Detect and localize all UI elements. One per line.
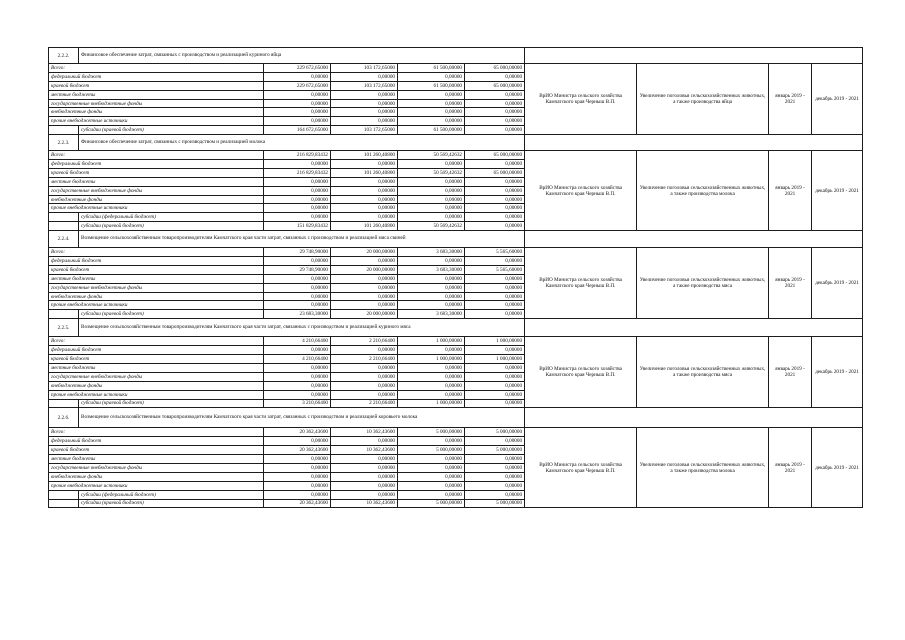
row-label: внебюджетные фонды (49, 195, 264, 204)
amount-cell: 101 260,40800 (331, 168, 398, 177)
row-label: краевой бюджет (49, 446, 264, 455)
budget-row (49, 151, 863, 160)
amount-cell: 0,00000 (264, 292, 331, 301)
amount-cell: 103 172,65000 (331, 126, 398, 135)
amount-cell: 0,00000 (398, 90, 465, 99)
amount-cell: 3 210,66400 (264, 399, 331, 408)
amount-cell: 229 672,65000 (264, 81, 331, 90)
amount-cell: 65 000,00000 (465, 81, 525, 90)
amount-cell: 0,00000 (264, 490, 331, 499)
row-label: субсидии (краевой бюджет) (79, 399, 264, 408)
amount-cell: 0,00000 (465, 117, 525, 126)
row-label: внебюджетные фонды (49, 472, 264, 481)
amount-cell: 0,00000 (465, 108, 525, 117)
row-label: субсидии (федеральный бюджет) (79, 213, 264, 222)
amount-cell: 5 000,00000 (398, 499, 465, 508)
amount-cell: 0,00000 (398, 463, 465, 472)
amount-cell: 20 362,43600 (264, 499, 331, 508)
amount-cell: 0,00000 (465, 455, 525, 464)
amount-cell: 0,00000 (331, 186, 398, 195)
amount-cell: 0,00000 (398, 381, 465, 390)
row-label: местные бюджеты (49, 455, 264, 464)
start-date-cell: январь 2019 - 2021 (769, 428, 812, 508)
indent-blank (49, 499, 79, 508)
amount-cell: 29 748,90000 (264, 248, 331, 257)
amount-cell: 103 172,65000 (331, 64, 398, 73)
amount-cell: 3 683,30000 (398, 248, 465, 257)
amount-cell: 0,00000 (331, 283, 398, 292)
section-title-blank (525, 48, 863, 64)
amount-cell: 0,00000 (331, 472, 398, 481)
amount-cell: 216 829,83432 (264, 151, 331, 160)
budget-row (49, 248, 863, 257)
amount-cell: 5 000,00000 (465, 446, 525, 455)
amount-cell: 0,00000 (331, 204, 398, 213)
row-label: федеральный бюджет (49, 346, 264, 355)
amount-cell: 0,00000 (465, 213, 525, 222)
amount-cell: 65 000,00000 (465, 151, 525, 160)
amount-cell: 0,00000 (398, 481, 465, 490)
end-date-cell: декабрь 2019 - 2021 (812, 151, 863, 231)
section-code: 2.2.6. (49, 408, 79, 428)
amount-cell: 1 000,00000 (465, 355, 525, 364)
amount-cell: 0,00000 (465, 160, 525, 169)
amount-cell: 0,00000 (331, 177, 398, 186)
result-cell: Увеличение поголовья сельскохозяйственных животных, а также производства молока (637, 428, 769, 508)
result-cell: Увеличение поголовья сельскохозяйственных животных, а также производства мяса (637, 337, 769, 408)
amount-cell: 0,00000 (465, 72, 525, 81)
amount-cell: 0,00000 (264, 437, 331, 446)
amount-cell: 0,00000 (398, 363, 465, 372)
section-title: Возмещение сельскохозяйственным товаропроизводителям Камчатского края части затрат, связанных с производством и реализацией коровьего молока (79, 408, 525, 428)
amount-cell: 0,00000 (264, 283, 331, 292)
section-title-row (49, 135, 863, 151)
amount-cell: 0,00000 (398, 204, 465, 213)
amount-cell: 0,00000 (465, 481, 525, 490)
amount-cell: 0,00000 (264, 390, 331, 399)
row-label: внебюджетные фонды (49, 292, 264, 301)
amount-cell: 20 000,00000 (331, 265, 398, 274)
amount-cell: 0,00000 (465, 463, 525, 472)
amount-cell: 0,00000 (465, 204, 525, 213)
row-label: субсидии (краевой бюджет) (79, 126, 264, 135)
amount-cell: 0,00000 (465, 292, 525, 301)
section-code: 2.2.5. (49, 319, 79, 337)
amount-cell: 5 000,00000 (398, 446, 465, 455)
amount-cell: 0,00000 (465, 363, 525, 372)
amount-cell: 0,00000 (264, 363, 331, 372)
amount-cell: 0,00000 (264, 177, 331, 186)
amount-cell: 0,00000 (331, 455, 398, 464)
amount-cell: 0,00000 (398, 108, 465, 117)
indent-blank (49, 126, 79, 135)
amount-cell: 0,00000 (264, 381, 331, 390)
amount-cell: 0,00000 (398, 437, 465, 446)
amount-cell: 0,00000 (331, 390, 398, 399)
section-code: 2.2.2. (49, 48, 79, 64)
amount-cell: 20 362,43600 (264, 446, 331, 455)
section-code: 2.2.4. (49, 231, 79, 248)
amount-cell: 0,00000 (465, 372, 525, 381)
amount-cell: 0,00000 (331, 381, 398, 390)
amount-cell: 0,00000 (465, 283, 525, 292)
section-title-blank (525, 135, 863, 151)
amount-cell: 3 683,30000 (398, 310, 465, 319)
indent-blank (49, 222, 79, 231)
amount-cell: 1 000,00000 (465, 337, 525, 346)
amount-cell: 0,00000 (264, 213, 331, 222)
row-label: прочие внебюджетные источники (49, 390, 264, 399)
budget-table-sheet (48, 47, 862, 568)
amount-cell: 0,00000 (264, 274, 331, 283)
amount-cell: 2 210,66400 (331, 355, 398, 364)
amount-cell: 0,00000 (331, 346, 398, 355)
amount-cell: 0,00000 (331, 292, 398, 301)
amount-cell: 5 565,60000 (465, 248, 525, 257)
amount-cell: 0,00000 (331, 213, 398, 222)
amount-cell: 0,00000 (465, 257, 525, 266)
amount-cell: 0,00000 (398, 257, 465, 266)
amount-cell: 0,00000 (398, 472, 465, 481)
amount-cell: 0,00000 (465, 274, 525, 283)
amount-cell: 0,00000 (264, 117, 331, 126)
section-title-row (49, 48, 863, 64)
result-cell: Увеличение поголовья сельскохозяйственных животных, а также производства молока (637, 151, 769, 231)
row-label: внебюджетные фонды (49, 108, 264, 117)
amount-cell: 0,00000 (264, 99, 331, 108)
row-label: Всего: (49, 337, 264, 346)
row-label: прочие внебюджетные источники (49, 481, 264, 490)
amount-cell: 0,00000 (331, 481, 398, 490)
amount-cell: 0,00000 (331, 99, 398, 108)
executor-cell: ВрИО Министра сельского хозяйства Камчатского края Черныш В.П. (525, 337, 637, 408)
amount-cell: 0,00000 (465, 490, 525, 499)
indent-blank (49, 399, 79, 408)
end-date-cell: декабрь 2019 - 2021 (812, 64, 863, 135)
amount-cell: 4 210,66400 (264, 337, 331, 346)
amount-cell: 0,00000 (398, 160, 465, 169)
start-date-cell: январь 2019 - 2021 (769, 337, 812, 408)
amount-cell: 20 362,43600 (264, 428, 331, 437)
amount-cell: 0,00000 (398, 292, 465, 301)
amount-cell: 0,00000 (465, 126, 525, 135)
section-title-row (49, 231, 863, 248)
amount-cell: 0,00000 (264, 90, 331, 99)
amount-cell: 0,00000 (331, 108, 398, 117)
section-title-row (49, 319, 863, 337)
amount-cell: 0,00000 (331, 363, 398, 372)
start-date-cell: январь 2019 - 2021 (769, 151, 812, 231)
amount-cell: 5 000,00000 (465, 428, 525, 437)
amount-cell: 216 829,83432 (264, 168, 331, 177)
amount-cell: 0,00000 (331, 463, 398, 472)
row-label: прочие внебюджетные источники (49, 117, 264, 126)
amount-cell: 0,00000 (264, 463, 331, 472)
amount-cell: 61 500,00000 (398, 64, 465, 73)
budget-row (49, 428, 863, 437)
amount-cell: 0,00000 (264, 301, 331, 310)
section-title: Финансовое обеспечение затрат, связанных с производством и реализацией молока (79, 135, 525, 151)
amount-cell: 0,00000 (465, 301, 525, 310)
section-title: Возмещение сельскохозяйственным товаропроизводителям Камчатского края части затрат, связанных с производством и реализацией куриного мяса (79, 319, 525, 337)
amount-cell: 0,00000 (331, 301, 398, 310)
amount-cell: 101 260,40800 (331, 151, 398, 160)
budget-row (49, 337, 863, 346)
amount-cell: 50 569,42632 (398, 222, 465, 231)
amount-cell: 0,00000 (465, 437, 525, 446)
amount-cell: 3 683,30000 (398, 265, 465, 274)
executor-cell: ВрИО Министра сельского хозяйства Камчатского края Черныш В.П. (525, 64, 637, 135)
amount-cell: 0,00000 (465, 222, 525, 231)
executor-cell: ВрИО Министра сельского хозяйства Камчатского края Черныш В.П. (525, 151, 637, 231)
amount-cell: 0,00000 (331, 72, 398, 81)
amount-cell: 229 672,65000 (264, 64, 331, 73)
amount-cell: 0,00000 (264, 455, 331, 464)
amount-cell: 0,00000 (264, 195, 331, 204)
amount-cell: 1 000,00000 (398, 399, 465, 408)
row-label: Всего: (49, 151, 264, 160)
amount-cell: 0,00000 (264, 108, 331, 117)
indent-blank (49, 310, 79, 319)
amount-cell: 0,00000 (465, 310, 525, 319)
amount-cell: 65 000,00000 (465, 168, 525, 177)
amount-cell: 0,00000 (264, 160, 331, 169)
amount-cell: 0,00000 (331, 274, 398, 283)
amount-cell: 0,00000 (398, 177, 465, 186)
executor-cell: ВрИО Министра сельского хозяйства Камчатского края Черныш В.П. (525, 428, 637, 508)
indent-blank (49, 490, 79, 499)
amount-cell: 0,00000 (264, 481, 331, 490)
amount-cell: 0,00000 (398, 372, 465, 381)
row-label: субсидии (краевой бюджет) (79, 499, 264, 508)
result-cell: Увеличение поголовья сельскохозяйственных животных, а также производства яйца (637, 64, 769, 135)
amount-cell: 29 748,90000 (264, 265, 331, 274)
amount-cell: 0,00000 (264, 186, 331, 195)
amount-cell: 0,00000 (465, 195, 525, 204)
row-label: государственные внебюджетные фонды (49, 372, 264, 381)
row-label: субсидии (федеральный бюджет) (79, 490, 264, 499)
amount-cell: 0,00000 (331, 437, 398, 446)
budget-table (48, 47, 863, 508)
section-title-blank (525, 319, 863, 337)
amount-cell: 0,00000 (465, 90, 525, 99)
amount-cell: 0,00000 (398, 455, 465, 464)
amount-cell: 0,00000 (331, 372, 398, 381)
indent-blank (49, 213, 79, 222)
row-label: субсидии (краевой бюджет) (79, 222, 264, 231)
amount-cell: 2 210,66400 (331, 399, 398, 408)
amount-cell: 0,00000 (398, 186, 465, 195)
amount-cell: 0,00000 (465, 472, 525, 481)
row-label: государственные внебюджетные фонды (49, 283, 264, 292)
section-title: Возмещение сельскохозяйственным товаропроизводителям Камчатского края части затрат, связанных с производством и реализацией мяса свиней (79, 231, 525, 248)
row-label: прочие внебюджетные источники (49, 301, 264, 310)
amount-cell: 0,00000 (398, 490, 465, 499)
amount-cell: 0,00000 (398, 213, 465, 222)
row-label: государственные внебюджетные фонды (49, 99, 264, 108)
amount-cell: 2 210,66400 (331, 337, 398, 346)
amount-cell: 0,00000 (331, 160, 398, 169)
amount-cell: 0,00000 (264, 257, 331, 266)
section-title-row (49, 408, 863, 428)
amount-cell: 5 000,00000 (398, 428, 465, 437)
amount-cell: 61 500,00000 (398, 126, 465, 135)
result-cell: Увеличение поголовья сельскохозяйственных животных, а также производства мяса (637, 248, 769, 319)
row-label: прочие внебюджетные источники (49, 204, 264, 213)
row-label: федеральный бюджет (49, 160, 264, 169)
row-label: субсидии (краевой бюджет) (79, 310, 264, 319)
amount-cell: 0,00000 (398, 99, 465, 108)
row-label: краевой бюджет (49, 265, 264, 274)
amount-cell: 50 569,42632 (398, 168, 465, 177)
amount-cell: 1 000,00000 (398, 337, 465, 346)
row-label: федеральный бюджет (49, 72, 264, 81)
amount-cell: 0,00000 (398, 72, 465, 81)
amount-cell: 65 000,00000 (465, 64, 525, 73)
row-label: местные бюджеты (49, 90, 264, 99)
amount-cell: 23 683,30000 (264, 310, 331, 319)
row-label: местные бюджеты (49, 363, 264, 372)
amount-cell: 0,00000 (465, 399, 525, 408)
row-label: федеральный бюджет (49, 437, 264, 446)
amount-cell: 0,00000 (398, 117, 465, 126)
amount-cell: 101 260,40800 (331, 222, 398, 231)
amount-cell: 0,00000 (331, 195, 398, 204)
row-label: федеральный бюджет (49, 257, 264, 266)
row-label: внебюджетные фонды (49, 381, 264, 390)
amount-cell: 0,00000 (398, 274, 465, 283)
amount-cell: 0,00000 (264, 472, 331, 481)
row-label: местные бюджеты (49, 177, 264, 186)
amount-cell: 0,00000 (465, 381, 525, 390)
section-code: 2.2.3. (49, 135, 79, 151)
amount-cell: 0,00000 (331, 90, 398, 99)
amount-cell: 0,00000 (264, 346, 331, 355)
section-title: Финансовое обеспечение затрат, связанных с производством и реализацией куриного яйца (79, 48, 525, 64)
amount-cell: 0,00000 (398, 390, 465, 399)
row-label: государственные внебюджетные фонды (49, 463, 264, 472)
amount-cell: 10 362,43600 (331, 428, 398, 437)
amount-cell: 10 362,43600 (331, 499, 398, 508)
amount-cell: 1 000,00000 (398, 355, 465, 364)
amount-cell: 4 210,66400 (264, 355, 331, 364)
amount-cell: 0,00000 (331, 257, 398, 266)
amount-cell: 0,00000 (264, 72, 331, 81)
amount-cell: 0,00000 (465, 390, 525, 399)
amount-cell: 103 172,65000 (331, 81, 398, 90)
row-label: краевой бюджет (49, 168, 264, 177)
amount-cell: 0,00000 (264, 372, 331, 381)
section-title-blank (525, 408, 863, 428)
row-label: краевой бюджет (49, 81, 264, 90)
amount-cell: 61 500,00000 (398, 81, 465, 90)
amount-cell: 151 829,83432 (264, 222, 331, 231)
row-label: местные бюджеты (49, 274, 264, 283)
amount-cell: 5 000,00000 (465, 499, 525, 508)
row-label: краевой бюджет (49, 355, 264, 364)
executor-cell: ВрИО Министра сельского хозяйства Камчатского края Черныш В.П. (525, 248, 637, 319)
amount-cell: 20 000,00000 (331, 248, 398, 257)
amount-cell: 50 569,42632 (398, 151, 465, 160)
amount-cell: 0,00000 (465, 177, 525, 186)
section-title-blank (525, 231, 863, 248)
amount-cell: 0,00000 (331, 490, 398, 499)
row-label: Всего: (49, 428, 264, 437)
amount-cell: 5 565,60000 (465, 265, 525, 274)
amount-cell: 0,00000 (264, 204, 331, 213)
end-date-cell: декабрь 2019 - 2021 (812, 248, 863, 319)
amount-cell: 0,00000 (398, 195, 465, 204)
amount-cell: 0,00000 (465, 99, 525, 108)
amount-cell: 0,00000 (465, 186, 525, 195)
amount-cell: 164 672,65000 (264, 126, 331, 135)
amount-cell: 0,00000 (398, 283, 465, 292)
amount-cell: 10 362,43600 (331, 446, 398, 455)
row-label: Всего: (49, 248, 264, 257)
row-label: Всего: (49, 64, 264, 73)
start-date-cell: январь 2019 - 2021 (769, 248, 812, 319)
row-label: государственные внебюджетные фонды (49, 186, 264, 195)
end-date-cell: декабрь 2019 - 2021 (812, 428, 863, 508)
budget-row (49, 64, 863, 73)
amount-cell: 0,00000 (398, 301, 465, 310)
start-date-cell: январь 2019 - 2021 (769, 64, 812, 135)
amount-cell: 0,00000 (465, 346, 525, 355)
amount-cell: 20 000,00000 (331, 310, 398, 319)
amount-cell: 0,00000 (331, 117, 398, 126)
amount-cell: 0,00000 (398, 346, 465, 355)
end-date-cell: декабрь 2019 - 2021 (812, 337, 863, 408)
